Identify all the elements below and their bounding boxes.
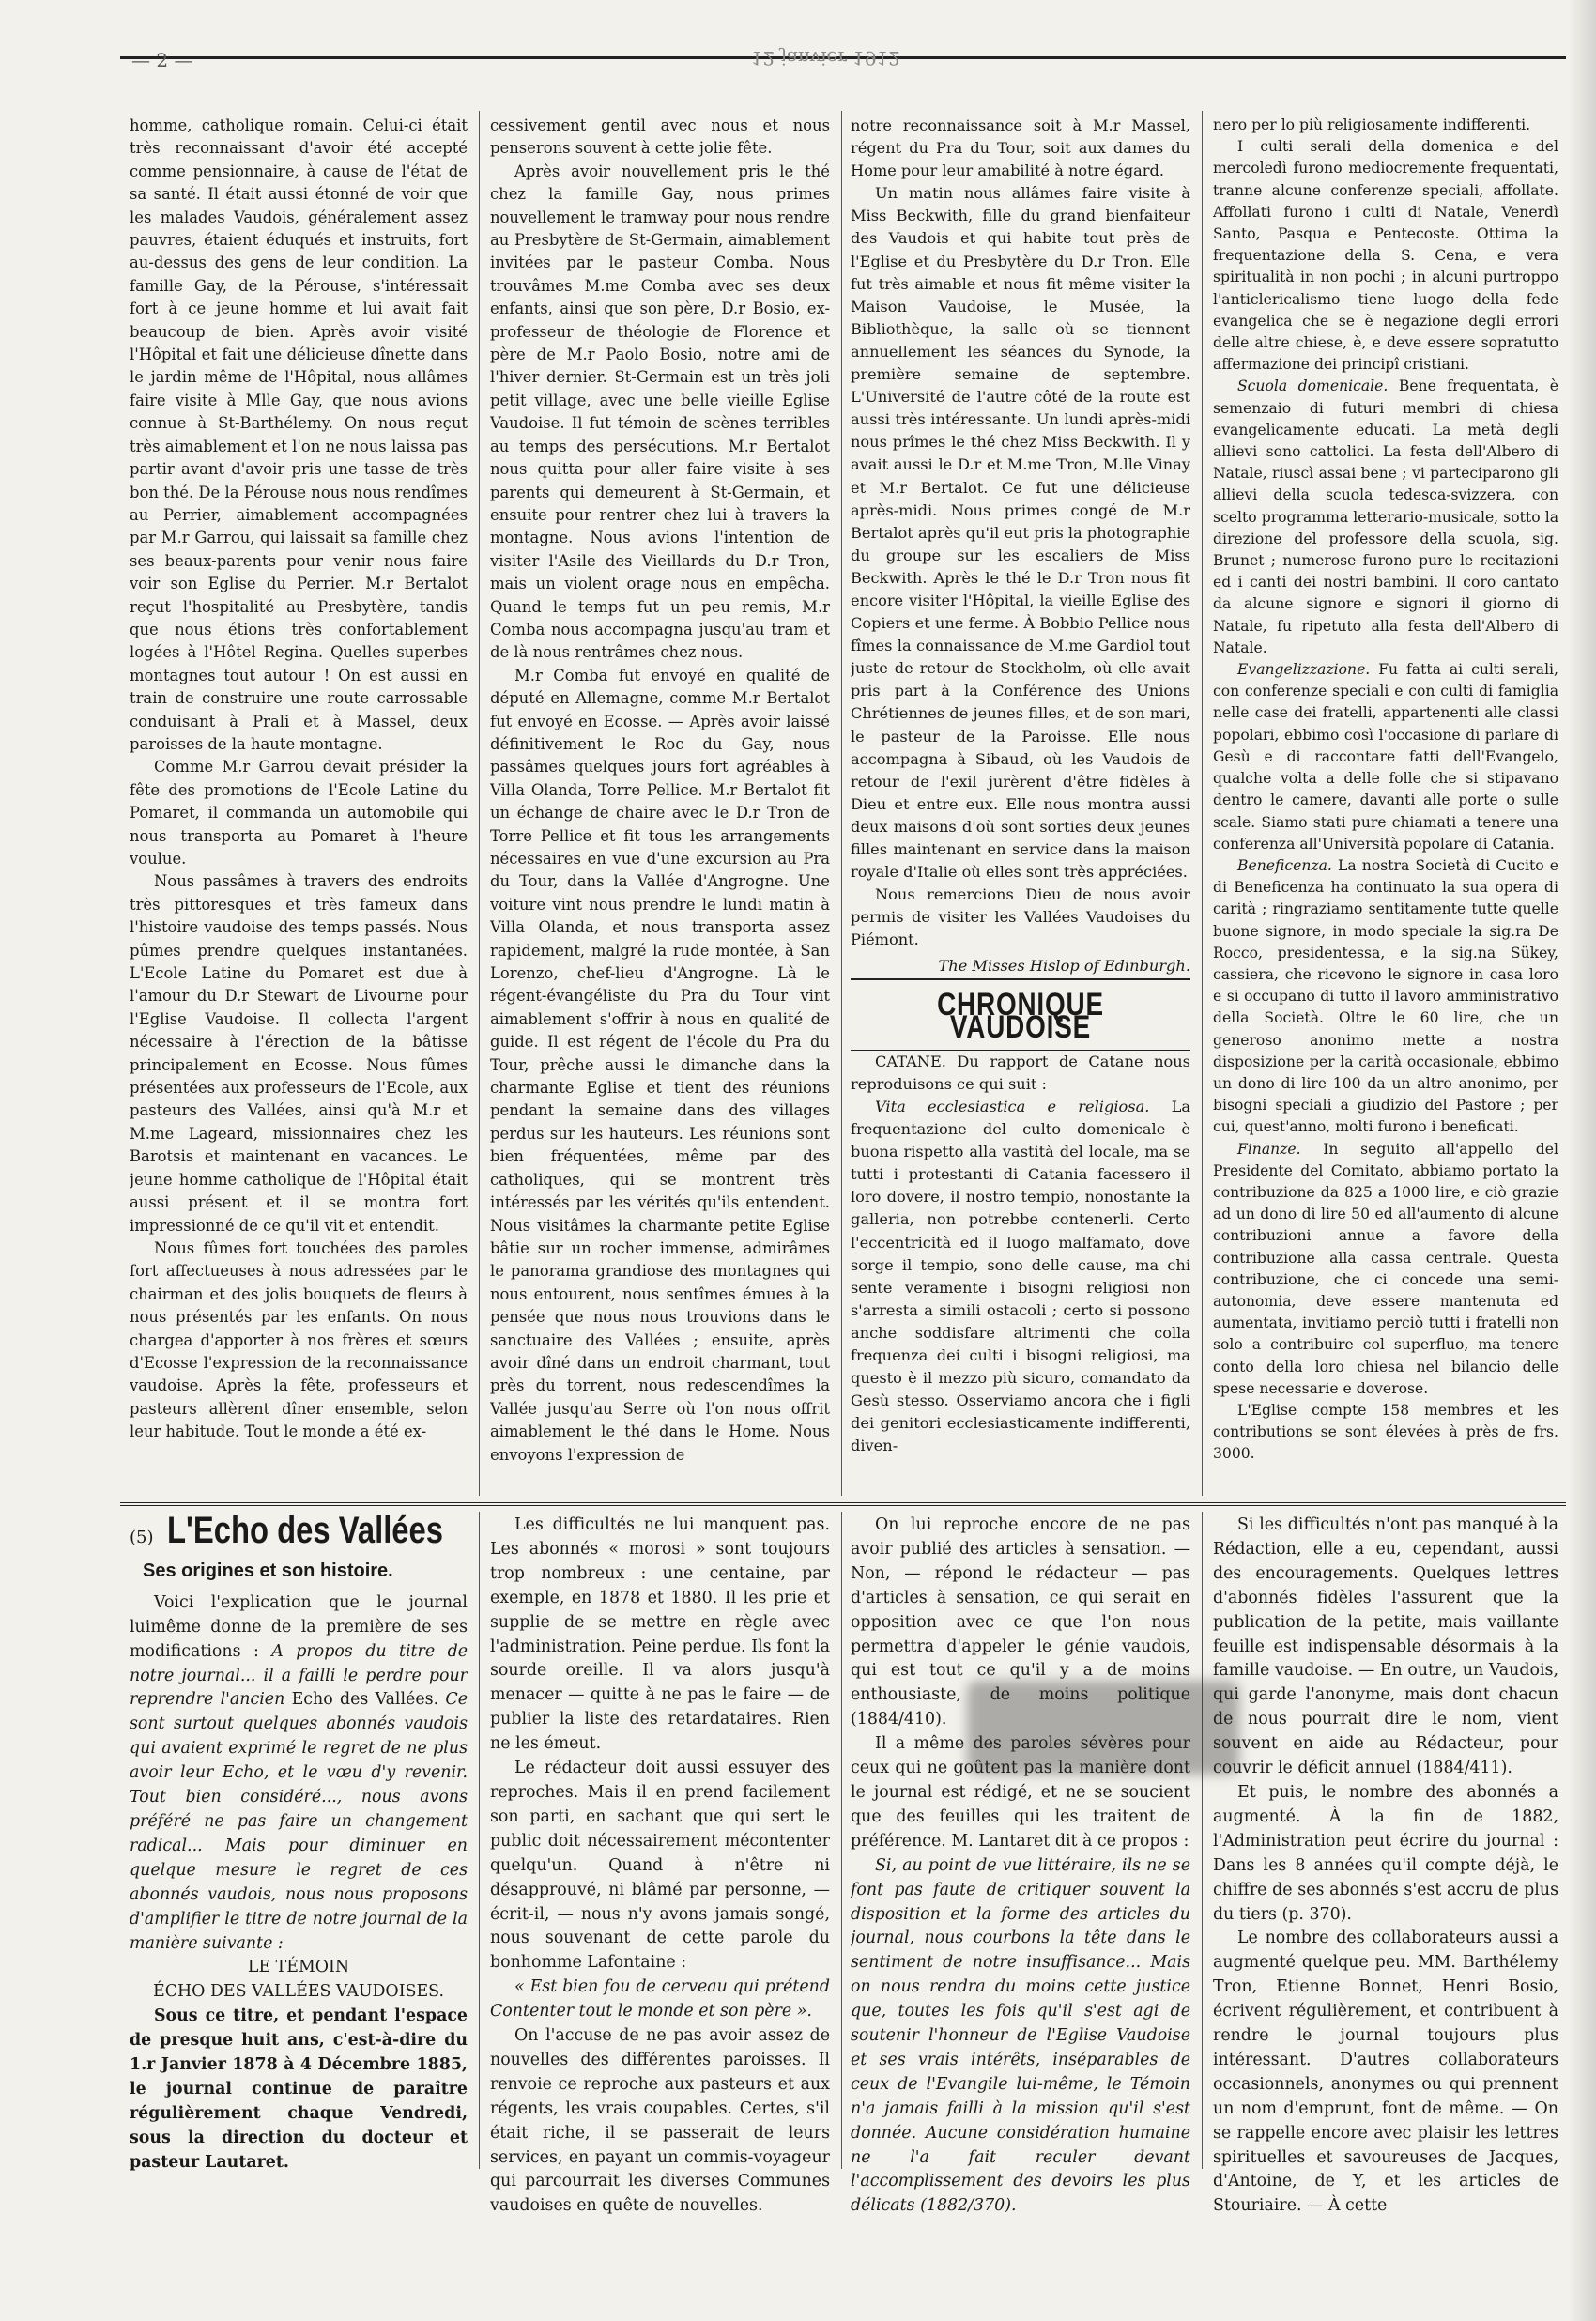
paragraph: Si, au point de vue littéraire, ils ne se font pas faute de critiquer souvent la disposition et la forme des articles du journal, nous courbons la tête dans le sentiment de notre insuffisance... Mais on nous rendra du moins cette justice que, toutes les fois qu'il s'est agi de soutenir l'honneur de l'Eglise Vaudoise et ses vrais intérêts, inséparables de ceux de l'Evangile lui-même, le Témoin n'a jamais failli à la mission qu'il s'est donnée. Aucune considération humaine ne l'a fait reculer devant l'accomplissement des devoirs les plus délicats (1882/370). [851,1855,1190,2216]
paragraph: CATANE. Du rapport de Catane nous reproduisons ce qui suit : [851,1052,1190,1093]
signature: The Misses Hislop of Edinburgh. [938,957,1190,976]
paragraph: Après avoir nouvellement pris le thé chez la famille Gay, nous primes nouvellement le tramway pour nous rendre au Presbytère de St-Germain, aimablement invitées par le pasteur Comba. Nous trouvâmes M.me Comba avec ses deux enfants, ainsi que son père, D.r Bosio, ex-professeur de théologie de Florence et père de M.r Paolo Bosio, notre ami de l'hiver dernier. St-Germain est un très joli petit village, avec une belle vieille Eglise Vaudoise. Il fut témoin de scènes terribles au temps des persécutions. M.r Bertalot nous quitta pour aller faire visite à ses parents qui demeurent à St-Germain, et ensuite pour rentrer chez lui à travers la montagne. Nous avions l'intention de visiter l'Asile des Vieillards du D.r Tron, mais un violent orage nous en empêcha. Quand le temps fut un peu remis, M.r Comba nous accompagna jusqu'au tram et de là nous rentrâmes chez nous. [490,161,830,662]
echo-header [130,1514,468,1551]
column-divider [841,1512,842,2169]
paragraph [1213,376,1558,659]
article-number: (5) [130,1528,154,1547]
paragraph [851,1096,1190,1458]
paragraph: nero per lo più religiosamente indifferenti. [1213,116,1531,133]
title-line: ÉCHO DES VALLÉES VAUDOISES. [153,1982,444,2002]
section-text: La frequentazione del culto domenicale è buona rispetto alla vastità del locale, ma se tutti i protestanti di Catania facessero il loro dovere, il nostro tempio, nonostante la galleria, non potrebbe contenerli. Certo l'eccentricità ed il luogo malfamato, dove sorge il tempio, sono delle cause, ma chi sente veramente i bisogni religiosi non s'arresta a simili ostacoli ; certo si possono anche soddisfare altrimenti che colla frequenza dei culti i bisogni religiosi, ma questo è il mezzo più sicuro, comandato da Gesù stesso. Osserviamo ancora che i figli dei genitori ecclesiasticamente indifferenti, diven- [851,1097,1190,1455]
top-column-1 [130,115,468,1495]
paragraph: notre reconnaissance soit à M.r Massel, régent du Pra du Tour, soit aux dames du Home pour leur amabilité à notre égard. [851,116,1190,180]
paragraph: Le nombre des collaborateurs aussi a augmenté quelque peu. MM. Barthélemy Tron, Etienne Bonnet, Henri Bosio, écrivent régulièrement, et contribuent à rendre le journal toujours plus intéressant. D'autres collaborateurs occasionnels, anonymes ou qui prennent un nom d'emprunt, font de même. — On se rappelle encore avec plaisir les lettres spirituelles et savoureuses de Jacques, d'Antoine, de Y, et les articles de Stouriaire. — À cette [1213,1929,1558,2216]
section-divider [120,1502,1566,1506]
paragraph: Nous remercions Dieu de nous avoir permis de visiter les Vallées Vaudoises du Piémont. [851,885,1190,949]
section-title: CHRONIQUE VAUDOISE [937,986,1104,1045]
bottom-column-2 [490,1514,830,2302]
paragraph: « Est bien fou de cerveau qui prétend Contenter tout le monde et son père ». [490,1977,830,2021]
section-text: Bene frequentata, è semenzaio di futuri membri di chiesa evangelicamente educati. La metà degli allievi sono cattolici. La festa dell'Albero di Natale, riuscì assai bene ; vi parteciparono gli allievi della scuola tedesca-svizzera, con scelto programma letterario-musicale, sotto la direzione del professore della scuola, sig. Brunet ; numerose furono pure le recitazioni ed i canti dei nostri bambini. Il coro cantato da alcune signore e signori il giorno di Natale, fu ripetuto alla festa dell'Albero di Natale. [1213,377,1558,656]
section-text: La nostra Società di Cucito e di Beneficenza ha continuato la sua opera di carità ; ringraziamo sentitamente tutte quelle buone signore, in modo speciale la sig.ra De Rocco, presidentessa, e la sig.na Sükey, cassiera, che ricevono le signore in casa loro e si occupano di tutto il lavoro amministrativo della Società. Oltre le 60 lire, che un generoso anonimo mette a nostra disposizione per la carità occasionale, ebbimo un dono di lire 100 da un altro anonimo, per bisogni speciali a giudizio del Pastore ; per cui, quest'anno, molti furono i beneficati. [1213,856,1558,1136]
section-text: In seguito all'appello del Presidente del Comitato, abbiamo portato la contribuzione da 825 a 1000 lire, e ciò grazie ad un dono di lire 50 ed all'aumento di alcune contribuzioni annue a favore della contribuzione alla cassa centrale. Questa contribuzione, che ci concede una semi-autonomia, deve essere mantenuta ed aumentata, invitiamo perciò tutti i fratelli non solo a contribuire col superfluo, ma tenere conto della loro chiesa nel bilancio delle spese necessarie e doverose. [1213,1140,1558,1397]
paragraph: Sous ce titre, et pendant l'espace de presque huit ans, c'est-à-dire du 1.r Janvier 1878 à 4 Décembre 1885, le journal continue de paraître régulièrement chaque Vendredi, sous la direction du docteur et pasteur Lautaret. [130,2006,468,2172]
section-label: Scuola domenicale. [1237,377,1389,395]
paragraph: Comme M.r Garrou devait présider la fête des promotions de l'Ecole Latine du Pomaret, il commanda un automobile qui nous transporta au Pomaret à l'heure voulue. [130,758,468,868]
paragraph: Le rédacteur doit aussi essuyer des reproches. Mais il en prend facilement son parti, en sachant que qui sert le public doit nécessairement mécontenter quelqu'un. Quand à n'être ni désapprouvé, ni blâmé par personne, — écrit-il, — nous n'y avons jamais songé, nous souvenant de cette parole du bonhomme Lafontaine : [490,1759,830,1973]
paragraph: Il a même des paroles sévères pour ceux qui ne goûtent pas la manière dont le journal est rédigé, et ne se soucient que des feuilles qui les traitent de préférence. M. Lantaret dit à ce propos : [851,1734,1190,1851]
paragraph [1213,855,1558,1139]
paragraph: M.r Comba fut envoyé en qualité de député en Allemagne, comme M.r Bertalot fut envoyé en Ecosse. — Après avoir laissé définitivement le Roc du Gay, nous passâmes quelques jours fort agréables à Villa Olanda, Torre Pellice. M.r Bertalot fit un échange de chaire avec le D.r Tron de Torre Pellice et fit tous les arrangements nécessaires en vue d'une excursion au Pra du Tour, dans la Vallée d'Angrogne. Une voiture vint nous prendre le lundi matin à Villa Olanda, et nous transporta assez rapidement, malgré la rude montée, à San Lorenzo, chef-lieu d'Angrogne. Là le régent-évangéliste du Pra du Tour vint aimablement s'offrir à nous en qualité de guide. Il est régent de l'école du Pra du Tour, prêche aussi le dimanche dans la charmante Eglise et tient des réunions pendant la semaine dans des villages perdus sur les hauteurs. Les réunions sont bien fréquentées, même par des catholiques, qui se montrent très intéressés par les vérités qu'ils entendent. Nous visitâmes la charmante petite Eglise bâtie sur un rocher immense, admirâmes le panorama grandiose des montagnes qui nous entourent, nous sentîmes émues à la pensée que nous nous trouvions dans le sanctuaire des Vallées ; ensuite, après avoir dîné dans un endroit charmant, tout près du torrent, nous redescendîmes la Vallée jusqu'au Serre où l'on nous offrit aimablement le thé dans le Home. Nous envoyons l'expression de [490,666,830,1464]
paragraph: Un matin nous allâmes faire visite à Miss Beckwith, fille du grand bienfaiteur des Vaudois et qui habite tout près de l'Eglise et du Presbytère du D.r Tron. Elle fut très aimable et nous fit même visiter la Maison Vaudoise, le Musée, la Bibliothèque, la salle où se tiennent annuellement les séances du Synode, la première semaine de septembre. L'Université de l'autre côté de la route est aussi très intéressante. Un lundi après-midi nous prîmes le thé chez Miss Beckwith. Il y avait aussi le D.r et M.me Tron, M.lle Vinay et M.r Bertalot. Ce fut une délicieuse après-midi. Nous primes congé de M.r Bertalot après qu'il eut pris la photographie du groupe sur les escaliers de Miss Beckwith. Après le thé le D.r Tron nous fit encore visiter l'Hôpital, la vieille Eglise des Copiers et une ferme. À Bobbio Pellice nous fîmes la connaissance de M.me Gardiol tout juste de retour de Stockholm, où elle avait pris part à la Conférence des Unions Chrétiennes de jeunes filles, et de son mari, le pasteur de la Paroisse. Elle nous accompagna à Sibaud, où les Vaudois de retour de l'exil jurèrent d'être fidèles à Dieu et entre eux. Elle nous montra aussi deux maisons d'où sont sorties deux jeunes filles maintenant en service dans la maison royale d'Italie où elles sont très appréciées. [851,184,1190,882]
top-column-2 [490,115,830,1495]
section-label: Beneficenza. [1237,856,1332,874]
bottom-column-3 [851,1514,1190,2302]
paragraph: L'Eglise compte 158 membres et les contributions se sont élevées à près de frs. 3000. [1213,1401,1558,1463]
top-column-4 [1213,115,1558,1495]
paragraph [1213,659,1558,855]
section-label: Finanze. [1237,1140,1301,1158]
paragraph: Et puis, le nombre des abonnés a augmenté. À la fin de 1882, l'Administration peut écrire du journal : Dans les 8 années qu'il compte déjà, le chiffre de ses abonnés s'est accru de plus du tiers (p. 370). [1213,1782,1558,1924]
page-folio: — 2 — [131,49,193,71]
paragraph: Les difficultés ne lui manquent pas. Les abonnés « morosi » sont toujours trop nombreux : une centaine, par exemple, en 1878 et 1880. Il les prie et supplie de se mettre en règle avec l'administration. Peine perdue. Ils font la sourde oreille. Il va alors jusqu'à menacer — quitte à ne pas le faire — de publier la liste des retardataires. Rien ne les émeut. [490,1515,830,1754]
ink-stain [967,1681,1239,1775]
column-divider [841,111,842,1496]
article-title: L'Echo des Vallées [166,1514,443,1551]
paragraph: Si les difficultés n'ont pas manqué à la Rédaction, elle a eu, cependant, aussi des encouragements. Quelques lettres d'abonnés fidèles l'assurent que la publication de la petite, mais vaillante feuille est indispensable désormais à la famille vaudoise. — En outre, un Vaudois, qui garde l'anonyme, mais dont chacun de nous pourrait dire le nom, vient souvent en aide au Rédacteur, pour couvrir le déficit annuel (1884/411). [1213,1515,1558,1778]
bottom-column-4 [1213,1514,1558,2302]
paragraph: On lui reproche encore de ne pas avoir publié des articles à sensation. — Non, — répond le rédacteur — pas d'articles à sensation, ce qui serait en opposition avec ce que l'on nous permettra d'appeler le génie vaudois, qui est tout ce qu'il y a de moins enthousiaste, de moins politique (1884/410). [851,1515,1190,1729]
paragraph: On l'accuse de ne pas avoir assez de nouvelles des différentes paroisses. Il renvoie ce reproche aux pasteurs et aux régents, les vrais coupables. Certes, s'il était riche, il se passerait de leurs services, en payant un commis-voyageur qui parcourrait les diverses Communes vaudoises en quête de nouvelles. [490,2026,830,2216]
paragraph: Voici l'explication que le journal luimême donne de la première de ses modifications : A propos du titre de notre journal... il a failli le perdre pour reprendre l'ancien Echo des Vallées. Ce sont surtout quelques abonnés vaudois qui avaient exprimé le regret de ne plus avoir leur Echo, et le vœu d'y revenir. Tout bien considéré..., nous avons préféré ne pas faire un changement radical... Mais pour diminuer en quelque mesure le regret de ces abonnés vaudois, nous nous proposons d'amplifier le titre de notre journal de la manière suivante : [130,1592,468,1953]
paragraph [1213,1139,1558,1400]
title-line: LE TÉMOIN [247,1958,350,1977]
paragraph: homme, catholique romain. Celui-ci était très reconnaissant d'avoir été accepté comme pensionnaire, à cause de l'état de sa santé. Il était aussi étonné de voir que les malades Vaudois, généralement assez pauvres, étaient éduqués et instruits, fort au-dessus des gens de leur condition. La famille Gay, de la Pérouse, s'intéressait fort à ce jeune homme et lui avait fait beaucoup de bien. Après avoir visité l'Hôpital et fait une délicieuse dînette dans le jardin même de l'Hôpital, nous allâmes faire visite à Mlle Gay, que nous avions connue à St-Barthélemy. On nous reçut très aimablement et l'on ne nous laissa pas partir avant d'avoir pris une tasse de très bon thé. De la Pérouse nous nous rendîmes au Perrier, aimablement accompagnées par M.r Garrou, qui laissait sa famille chez ses beaux-parents pour venir nous faire voir son Eglise du Perrier. M.r Bertalot reçut l'hospitalité au Presbytère, tandis que nous étions très confortablement logées à l'Hôtel Regina. Quelles superbes montagnes tout autour ! On est aussi en train de construire une route carrossable conduisant à Prali et à Massel, deux paroisses de la haute montagne. [130,116,468,753]
column-divider [1202,111,1203,1496]
paragraph: cessivement gentil avec nous et nous penserons souvent à cette jolie fête. [490,116,830,158]
section-label: Evangelizzazione. [1237,661,1371,679]
paragraph: I culti serali della domenica e del mercoledì furono mediocremente frequentati, tranne alcune conferenze speciali, affollate. Affollati furono i culti di Natale, Venerdì Santo, Pasqua e Pentecoste. Ottima la frequentazione della S. Cena, e vera spiritualità in non pochi ; in alcuni purtroppo l'anticlericalismo tiene luogo della fede evangelica che se è negazione degli errori delle altre chiese, è, e deve essere sopratutto affermazione dei principî cristiani. [1213,138,1558,374]
column-divider [479,111,480,1496]
column-divider [1202,1512,1203,2169]
section-text: Fu fatta ai culti serali, con conferenze speciali e con culti di famiglia nelle case dei fratelli, appartenenti alle classi popolari, ebbimo così l'occasione di parlare di Gesù e di raccontare fatti dell'Evangelo, qualche volta a delle folle che si stipavano dentro le camere, davanti alle porte o sulle scale. Siamo stati pure chiamati a tenere una conferenza all'Università popolare di Catania. [1213,661,1558,853]
bottom-column-1 [130,1514,468,2302]
page-edge-shadow [1568,0,1596,2321]
chronique-header [851,978,1190,1051]
column-divider [479,1512,480,2169]
top-column-3 [851,115,1190,1495]
article-subtitle: Ses origines et son histoire. [143,1560,393,1581]
section-label: Vita ecclesiastica e religiosa. [875,1097,1150,1115]
paragraph: Nous passâmes à travers des endroits très pittoresques et très fameux dans l'histoire vaudoise des temps passés. Nous pûmes prendre quelques instantanées. L'Ecole Latine du Pomaret est due à l'amour du D.r Stewart de Livourne pour l'Eglise Vaudoise. Il collecta l'argent nécessaire à l'érection de la bâtisse principalement en Ecosse. Nous fûmes présentées aux professeurs de l'Ecole, aux pasteurs des Vallées, ainsi qu'à M.r et M.me Lageard, missionnaires chez les Barotsis et maintenant en vacances. Le jeune homme catholique de l'Hôpital était aussi présent et il se montra fort impressionné de ce qu'il vit et entendit. [130,872,468,1235]
page-date: 12 janvier 1912 [751,47,901,69]
paragraph: Nous fûmes fort touchées des paroles fort affectueuses à nous adressées par le chairman et des jolis bouquets de fleurs à nous présentés par les enfants. On nous chargea d'apporter à nos frères et sœurs d'Ecosse l'expression de la reconnaissance vaudoise. Après la fête, professeurs et pasteurs allèrent dîner ensemble, selon leur habitude. Tout le monde a été ex- [130,1238,468,1441]
